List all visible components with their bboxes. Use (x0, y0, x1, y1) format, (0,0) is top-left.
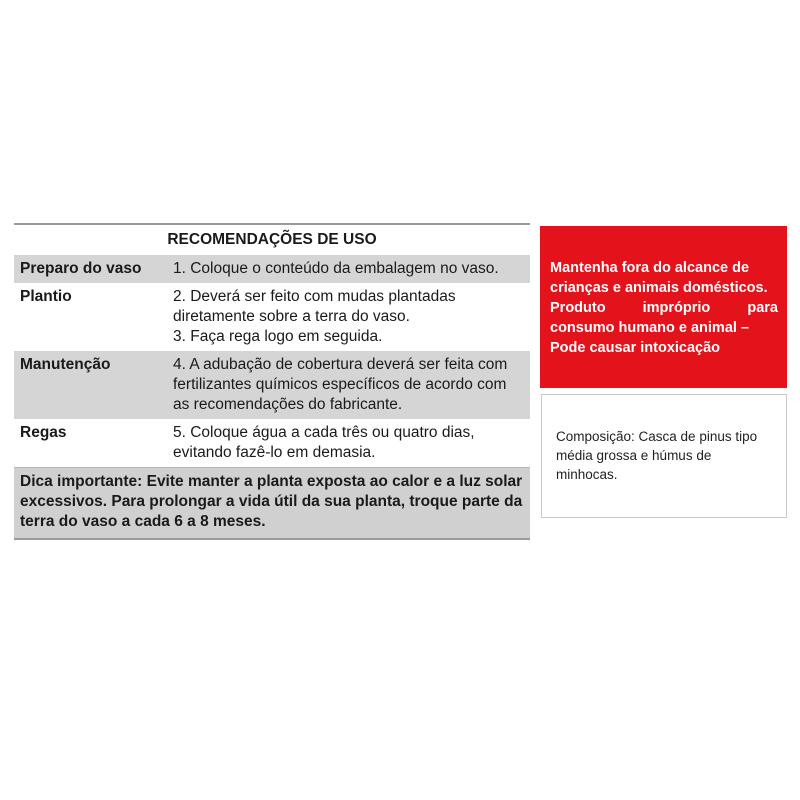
tip-line: terra do vaso a cada 6 a 8 meses. (20, 513, 266, 530)
warning-line: Pode causar intoxicação (550, 340, 721, 356)
row-line: as recomendações do fabricante. (173, 396, 403, 413)
warning-line-justified (550, 298, 778, 318)
table-row-manutencao (14, 351, 530, 419)
row-label: Plantio (20, 288, 72, 305)
composition-box (541, 394, 787, 518)
composition-line: minhocas. (556, 467, 618, 482)
row-line: evitando fazê-lo em demasia. (173, 444, 376, 461)
row-content (173, 423, 530, 463)
row-line: 5. Coloque água a cada três ou quatro dias, (173, 424, 475, 441)
row-line: fertilizantes químicos específicos de acordo com (173, 376, 507, 393)
warning-line: crianças e animais domésticos. (550, 280, 768, 296)
table-row-preparo (14, 255, 530, 283)
warning-box (540, 226, 787, 388)
important-tip (14, 467, 530, 538)
row-line: 3. Faça rega logo em seguida. (173, 328, 383, 345)
table-row-regas (14, 419, 530, 467)
tip-line: Dica importante: Evite manter a planta exposta ao calor e a luz solar (20, 473, 523, 490)
table-row-plantio (14, 283, 530, 351)
row-label: Manutenção (20, 356, 111, 373)
row-content (173, 355, 530, 415)
table-title: RECOMENDAÇÕES DE USO (167, 231, 377, 248)
usage-recommendations-table (14, 223, 530, 540)
warning-line: Mantenha fora do alcance de (550, 260, 750, 276)
row-label: Preparo do vaso (20, 260, 142, 277)
composition-line: média grossa e húmus de (556, 448, 712, 463)
row-line: diretamente sobre a terra do vaso. (173, 308, 410, 325)
warning-word: impróprio (642, 300, 711, 316)
warning-word: Produto (550, 300, 606, 316)
tip-line: excessivos. Para prolongar a vida útil da sua planta, troque parte da (20, 493, 523, 510)
row-line: 4. A adubação de cobertura deverá ser feita com (173, 356, 508, 373)
warning-word: para (747, 300, 778, 316)
row-content (173, 259, 530, 279)
row-line: 2. Deverá ser feito com mudas plantadas (173, 288, 456, 305)
row-line: 1. Coloque o conteúdo da embalagem no vaso. (173, 260, 499, 277)
row-content (173, 287, 530, 347)
row-label: Regas (20, 424, 67, 441)
composition-line: Composição: Casca de pinus tipo (556, 429, 758, 444)
warning-line: consumo humano e animal – (550, 320, 750, 336)
